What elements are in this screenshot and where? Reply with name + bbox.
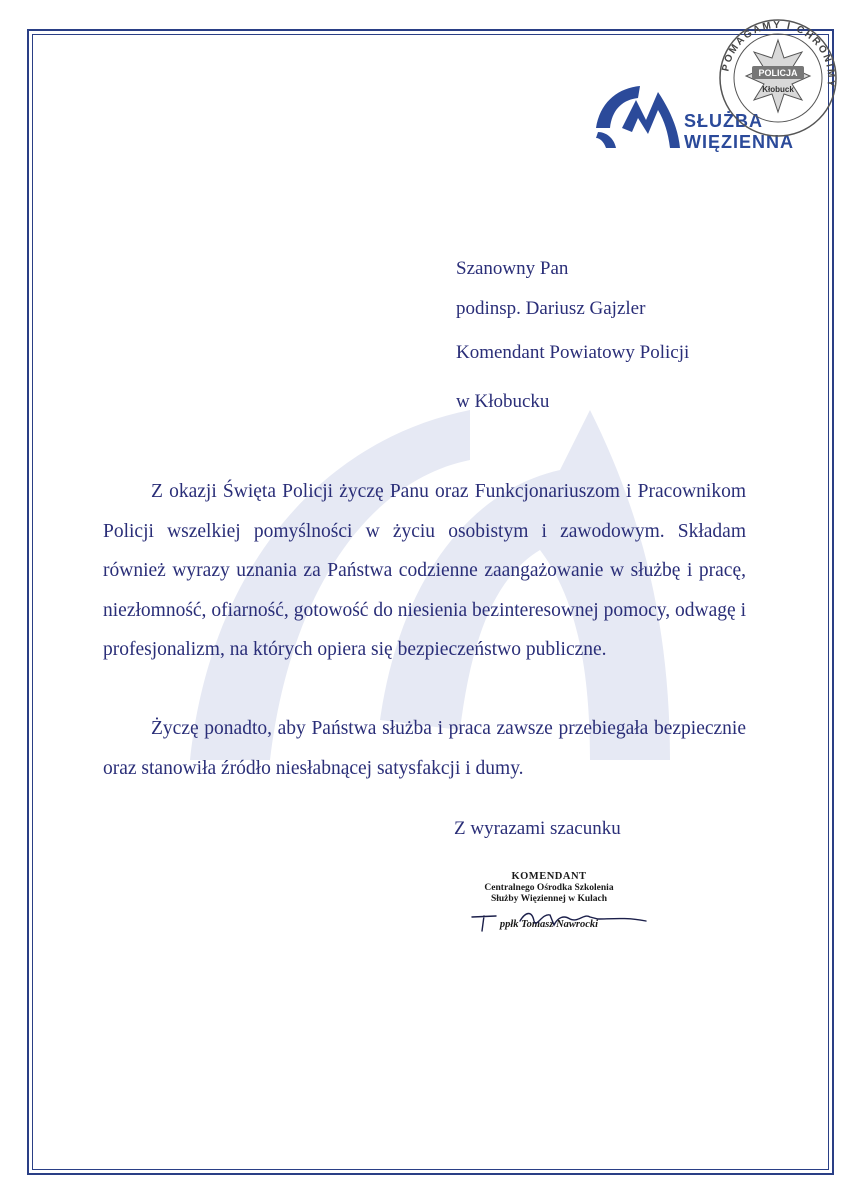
badge-ring-text: POMAGAMY I CHRONIMY: [720, 19, 837, 90]
handwritten-signature: [460, 905, 655, 933]
recipient-city: w Kłobucku: [456, 391, 550, 412]
stamp-line-2: Centralnego Ośrodka Szkolenia: [484, 883, 614, 893]
logo-line-2: WIĘZIENNA: [684, 132, 794, 152]
sluzba-wiezienna-logo-icon: [592, 82, 684, 152]
body-paragraph-2: Życzę ponadto, aby Państwa służba i praca zawsze przebiegała bezpiecznie oraz stanowiła źródło niesłabnącej satysfakcji i dumy.: [103, 718, 746, 779]
recipient-salutation: Szanowny Pan: [456, 258, 569, 279]
stamp-name: ppłk Tomasz Nawrocki: [499, 919, 599, 930]
closing-phrase: Z wyrazami szacunku: [454, 818, 621, 839]
recipient-title: Komendant Powiatowy Policji: [456, 342, 690, 363]
police-badge-stamp: [714, 14, 842, 142]
badge-city: Kłobuck: [762, 85, 794, 94]
logo-line-1: SŁUŻBA: [684, 111, 763, 131]
stamp-title: KOMENDANT: [511, 871, 587, 882]
body-paragraph-1: Z okazji Święta Policji życzę Panu oraz Funkcjonariuszom i Pracownikom Policji wszelkiej pomyślności w życiu osobistym i zawodowym. Składam również wyrazy uznania za Państwa codzienne zaangażowanie w służbę i pracę, niezłomność, ofiarność, gotowość do niesienia bezinteresownej pomocy, odwagę i profesjonalizm, na których opiera się bezpieczeństwo publiczne.: [103, 481, 746, 660]
stamp-line-3: Służby Więziennej w Kulach: [490, 894, 608, 904]
badge-label: POLICJA: [758, 68, 798, 78]
recipient-name: podinsp. Dariusz Gajzler: [456, 298, 646, 319]
